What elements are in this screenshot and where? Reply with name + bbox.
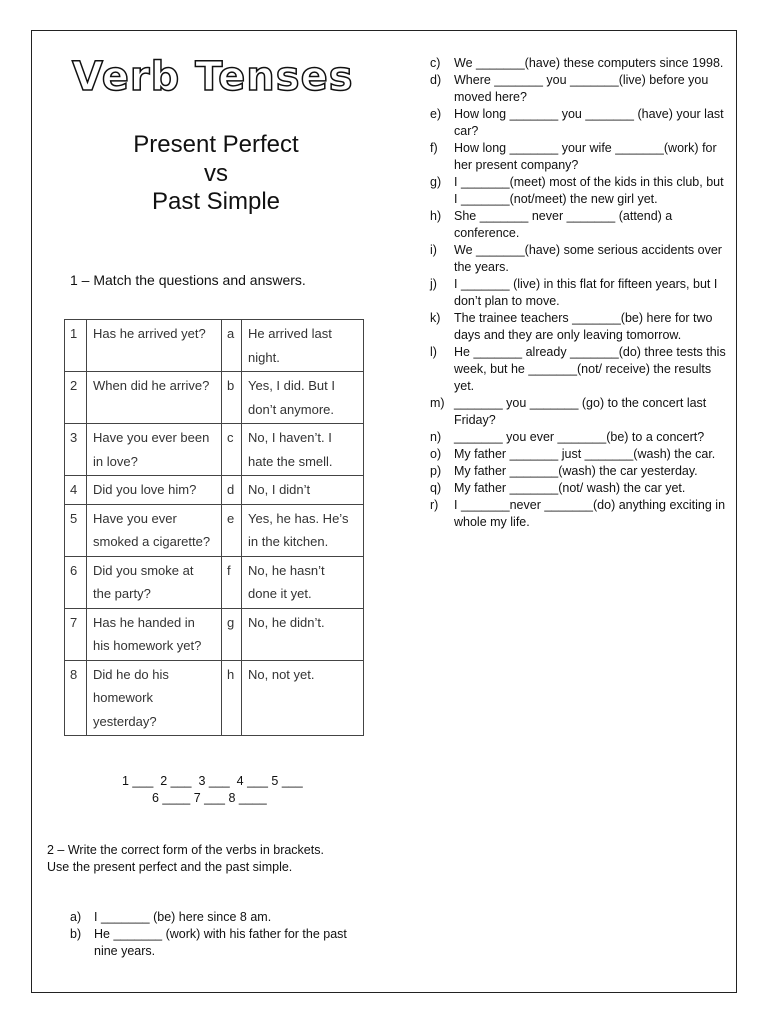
exercise-letter: e) — [430, 107, 442, 121]
question-number: 4 — [65, 476, 87, 505]
answer-text: No, I haven’t. I hate the smell. — [242, 424, 364, 476]
exercise-letter: q) — [430, 481, 442, 495]
exercise-sentence: I _______ (be) here since 8 am. — [94, 910, 272, 924]
question-text: Has he handed in his homework yet? — [87, 608, 222, 660]
exercise-letter: f) — [430, 141, 438, 155]
exercise-letter: o) — [430, 447, 442, 461]
exercise-item — [430, 208, 730, 242]
exercise-sentence: I _______never _______(do) anything exciting in whole my life. — [454, 498, 729, 529]
answer-letter: c — [222, 424, 242, 476]
matching-table — [64, 319, 364, 736]
question-number: 1 — [65, 320, 87, 372]
question-number: 8 — [65, 660, 87, 736]
answer-text: No, I didn’t — [242, 476, 364, 505]
answer-text: Yes, he has. He’s in the kitchen. — [242, 504, 364, 556]
question-text: Have you ever been in love? — [87, 424, 222, 476]
table-row — [65, 556, 364, 608]
exercise-item — [430, 463, 730, 480]
exercise-item — [430, 242, 730, 276]
exercise-sentence: My father _______ just _______(wash) the car. — [454, 447, 716, 461]
question-text: Did you smoke at the party? — [87, 556, 222, 608]
table-row — [65, 504, 364, 556]
exercise-item — [430, 497, 730, 531]
answer-text: No, he hasn’t done it yet. — [242, 556, 364, 608]
question-text: Has he arrived yet? — [87, 320, 222, 372]
answer-text: He arrived last night. — [242, 320, 364, 372]
exercise-letter: d) — [430, 73, 442, 87]
exercise-letter: l) — [430, 345, 437, 359]
exercise-letter: m) — [430, 396, 445, 410]
exercise-sentence: He _______ (work) with his father for the past nine years. — [94, 927, 351, 958]
exercise-item — [430, 310, 730, 344]
answer-letter: e — [222, 504, 242, 556]
exercise-item — [430, 429, 730, 446]
table-row — [65, 372, 364, 424]
exercise-item — [430, 276, 730, 310]
exercise-sentence: We _______(have) these computers since 1998. — [454, 56, 724, 70]
table-row — [65, 660, 364, 736]
exercise-sentence: I _______(meet) most of the kids in this club, but I _______(not/meet) the new girl yet. — [454, 175, 728, 206]
subtitle-line3: Past Simple — [151, 188, 281, 215]
answer-letter: g — [222, 608, 242, 660]
question-text: Have you ever smoked a cigarette? — [87, 504, 222, 556]
page-title: Verb Tenses — [72, 54, 354, 100]
exercise-sentence: My father _______(wash) the car yesterday. — [454, 464, 698, 478]
exercise-letter: i) — [430, 243, 437, 257]
table-row — [65, 608, 364, 660]
table-row — [65, 320, 364, 372]
exercise-item — [70, 909, 350, 926]
exercise-item — [430, 140, 730, 174]
exercise-item — [430, 72, 730, 106]
exercise-letter: n) — [430, 430, 442, 444]
exercise-sentence: _______ you ever _______(be) to a concert? — [454, 430, 705, 444]
exercise-letter: a) — [70, 910, 82, 924]
answer-letter: a — [222, 320, 242, 372]
question-number: 7 — [65, 608, 87, 660]
table-row — [65, 424, 364, 476]
section2-instruction — [47, 842, 367, 876]
exercise-letter: p) — [430, 464, 442, 478]
exercise-sentence: How long _______ your wife _______(work) for her present company? — [454, 141, 721, 172]
exercise-sentence: The trainee teachers _______(be) here for two days and they are only leaving tomorrow. — [454, 311, 716, 342]
exercise-letter: g) — [430, 175, 442, 189]
exercise-list-left — [70, 909, 350, 960]
answer-key-line2: 6 ____ 7 ___ 8 ____ — [152, 791, 267, 805]
instruction-line1: 2 – Write the correct form of the verbs in brackets. — [47, 843, 324, 857]
section1-heading: 1 – Match the questions and answers. — [70, 272, 306, 288]
question-text: Did he do his homework yesterday? — [87, 660, 222, 736]
exercise-letter: c) — [430, 56, 441, 70]
exercise-letter: k) — [430, 311, 441, 325]
exercise-letter: h) — [430, 209, 442, 223]
question-number: 3 — [65, 424, 87, 476]
exercise-sentence: My father _______(not/ wash) the car yet. — [454, 481, 686, 495]
exercise-sentence: She _______ never _______ (attend) a conference. — [454, 209, 676, 240]
subtitle-line2: vs — [204, 160, 228, 187]
exercise-sentence: He _______ already _______(do) three tests this week, but he _______(not/ receive) the results yet. — [454, 345, 730, 393]
table-row — [65, 476, 364, 505]
answer-letter: b — [222, 372, 242, 424]
exercise-item — [430, 344, 730, 395]
answer-letter: d — [222, 476, 242, 505]
answer-text: Yes, I did. But I don’t anymore. — [242, 372, 364, 424]
exercise-sentence: How long _______ you _______ (have) your last car? — [454, 107, 728, 138]
exercise-letter: r) — [430, 498, 439, 512]
instruction-line2: Use the present perfect and the past simple. — [47, 860, 293, 874]
exercise-sentence: _______ you _______ (go) to the concert last Friday? — [454, 396, 710, 427]
answer-text: No, he didn’t. — [242, 608, 364, 660]
question-number: 2 — [65, 372, 87, 424]
exercise-item — [70, 926, 350, 960]
subtitle-line1: Present Perfect — [133, 131, 299, 158]
exercise-list-right — [430, 55, 730, 531]
question-number: 6 — [65, 556, 87, 608]
exercise-sentence: We _______(have) some serious accidents over the years. — [454, 243, 726, 274]
exercise-item — [430, 106, 730, 140]
exercise-letter: j) — [430, 277, 437, 291]
exercise-item — [430, 55, 730, 72]
exercise-letter: b) — [70, 927, 82, 941]
exercise-item — [430, 395, 730, 429]
exercise-sentence: Where _______ you _______(live) before you moved here? — [454, 73, 712, 104]
exercise-item — [430, 480, 730, 497]
question-text: Did you love him? — [87, 476, 222, 505]
answer-letter: h — [222, 660, 242, 736]
answer-text: No, not yet. — [242, 660, 364, 736]
exercise-item — [430, 174, 730, 208]
question-number: 5 — [65, 504, 87, 556]
exercise-item — [430, 446, 730, 463]
question-text: When did he arrive? — [87, 372, 222, 424]
exercise-sentence: I _______ (live) in this flat for fifteen years, but I don’t plan to move. — [454, 277, 721, 308]
answer-key-line1: 1 ___ 2 ___ 3 ___ 4 ___ 5 ___ — [122, 774, 303, 788]
answer-letter: f — [222, 556, 242, 608]
